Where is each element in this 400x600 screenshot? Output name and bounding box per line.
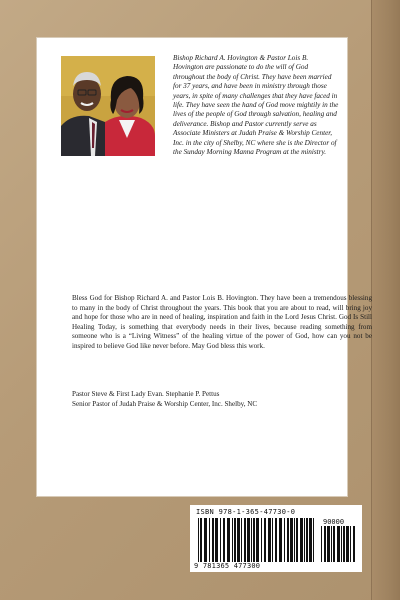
barcode-bar [268,518,271,562]
barcode-bar [337,526,340,562]
barcode-bar [223,518,225,562]
isbn-barcode [190,505,362,572]
barcode-bar [272,518,273,562]
barcode-bar [353,526,355,562]
barcode-bar [287,518,289,562]
barcode-bar [294,518,295,562]
barcode-bar [227,518,230,562]
barcode-bar [279,518,282,562]
barcode-bar [256,518,259,562]
book-spine [371,0,400,600]
barcode-bar [232,518,233,562]
barcode-bar [296,518,298,562]
barcode-bar [346,526,349,562]
barcode-bar [331,526,332,562]
barcode-bar [200,518,202,562]
barcode-bars [198,518,316,562]
signature-line-1: Pastor Steve & First Lady Evan. Stephanie P. Pettus [72,390,220,398]
addon-barcode-bars [321,526,357,562]
barcode-bar [220,518,221,562]
isbn-label: ISBN 978-1-365-47730-0 [196,508,296,516]
author-photo [61,56,155,156]
barcode-bar [209,518,210,562]
endorsement-signature [72,390,372,409]
barcode-bar [244,518,246,562]
barcode-bar [264,518,266,562]
barcode-bar [253,518,255,562]
barcode-bar [290,518,293,562]
endorsement-text: Bless God for Bishop Richard A. and Pastor Lois B. Hovington. They have been a tremendous blessing to many in the body of Christ throughout the years. This book that you are about to read, will bring joy and hope for those who are in need of healing, inspiration and faith in the Lord Jesus Christ. God Is Still Healing Today, is something that everybody needs in their lives, because reading something from someone who is a “Living Witness” of the healing virtue of the power of God, how can you not be inspired to believe God like never before. May God bless this work. [72,294,372,350]
barcode-bar [261,518,262,562]
barcode-bar [198,518,199,562]
content-panel [37,38,372,496]
signature-line-2: Senior Pastor of Judah Praise & Worship Center, Inc. Shelby, NC [72,399,258,408]
barcode-bar [284,518,285,562]
barcode-bar [324,526,326,562]
barcode-bar [237,518,240,562]
barcode-bar [333,526,335,562]
barcode-bar [309,518,312,562]
author-photo-image [61,56,155,156]
barcode-bar [343,526,345,562]
barcode-digits: 9 781365 477300 [194,562,261,570]
price-code: 90000 [323,518,345,526]
barcode-bar [327,526,330,562]
barcode-bar [234,518,236,562]
barcode-bar [247,518,250,562]
barcode-bar [275,518,277,562]
barcode-bar [251,518,252,562]
author-bio: Bishop Richard A. Hovington & Pastor Lois B. Hovington are passionate to do the will of God throughout the body of Christ. They have been married for 37 years, and have been in ministry through those years, in spite of many challenges that they have faced in life. They have seen the hand of God move mightily in the lives of the people of God through salvation, healing and deliverance. Bishop and Pastor currently serve as Associate Ministers at Judah Praise & Worship Center, Inc. in the city of Shelby, NC where she is the Director of the Sunday Morning Manna Program at the ministry. [173,54,339,157]
barcode-bar [350,526,351,562]
barcode-bar [215,518,218,562]
barcode-bar [300,518,303,562]
barcode-bar [306,518,308,562]
barcode-bar [204,518,207,562]
barcode-bar [212,518,214,562]
barcode-bar [321,526,322,562]
barcode-bar [313,518,314,562]
barcode-bar [304,518,305,562]
barcode-bar [241,518,242,562]
barcode-bar [341,526,342,562]
